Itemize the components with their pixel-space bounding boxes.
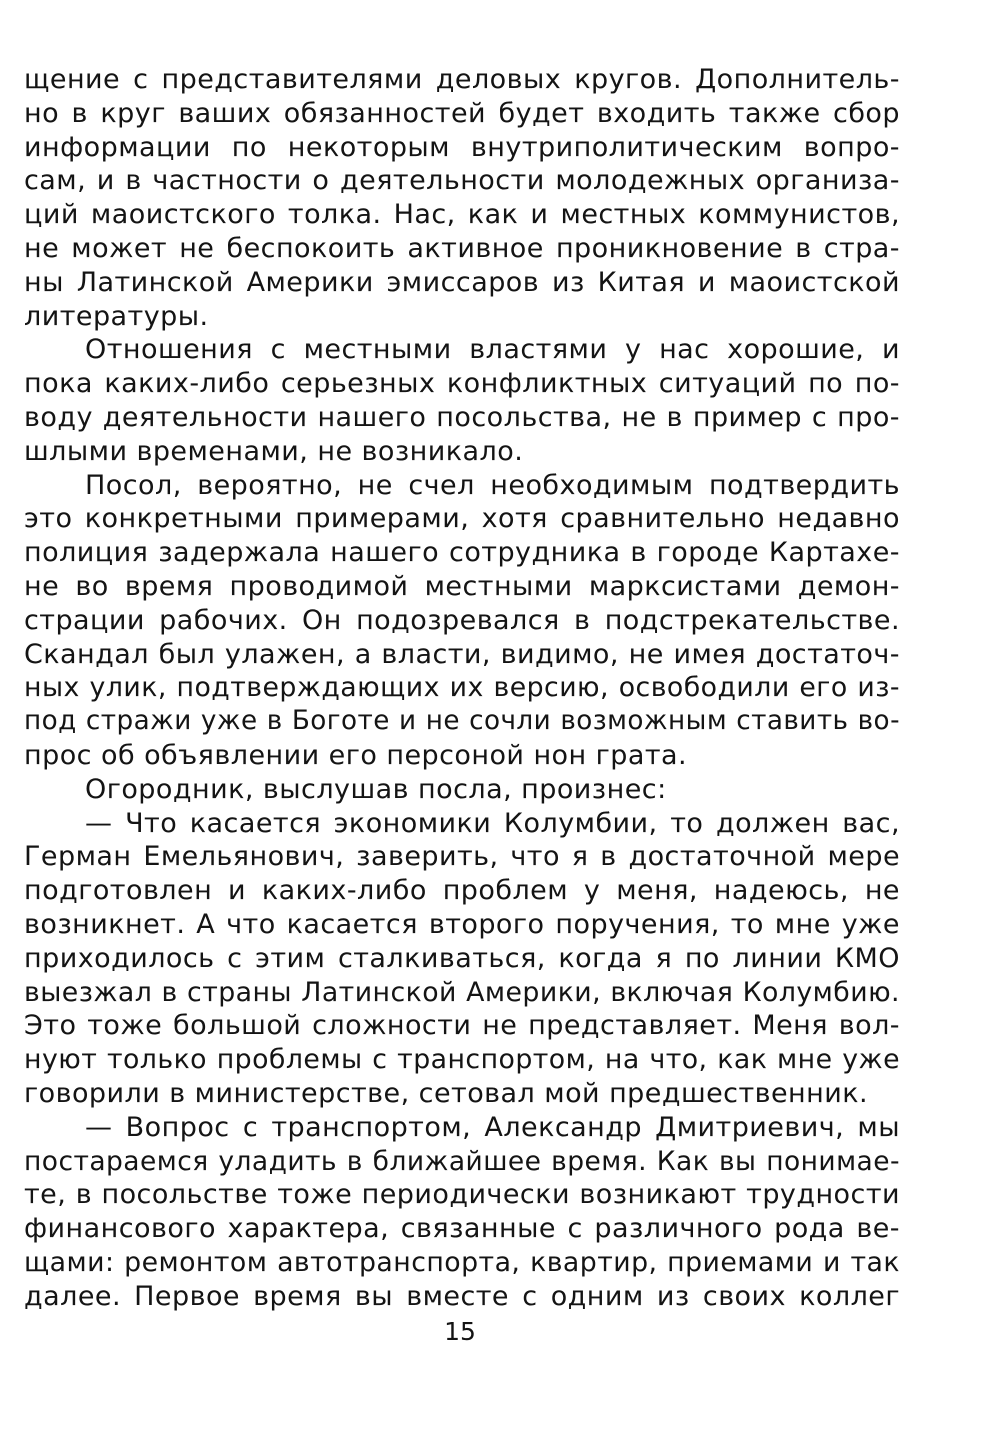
text-line: щение с представителями деловых кругов. Дополнитель- bbox=[24, 64, 900, 95]
text-line: пока каких-либо серьезных конфликтных ситуаций по по- bbox=[24, 368, 900, 400]
text-line: страции рабочих. Он подозревался в подстрекательстве. bbox=[24, 604, 900, 636]
page-text bbox=[24, 63, 900, 1313]
text-line: это конкретными примерами, хотя сравнительно недавно bbox=[24, 503, 900, 535]
text-line: прос об объявлении его персоной нон грата. bbox=[24, 739, 688, 771]
text-line: подготовлен и каких-либо проблем у меня, надеюсь, не bbox=[24, 875, 900, 907]
text-line: Скандал был улажен, а власти, видимо, не имея достаточ- bbox=[24, 638, 900, 670]
text-line: шлыми временами, не возникало. bbox=[24, 435, 524, 467]
text-line: — Вопрос с транспортом, Александр Дмитриевич, мы bbox=[85, 1111, 900, 1143]
page-number: 15 bbox=[444, 1317, 476, 1346]
text-line: под стражи уже в Боготе и не сочли возможным ставить во- bbox=[24, 706, 900, 737]
text-line: выезжал в страны Латинской Америки, включая Колумбию. bbox=[24, 976, 900, 1008]
text-line: ных улик, подтверждающих их версию, освободили его из- bbox=[24, 672, 900, 704]
text-line: литературы. bbox=[24, 300, 209, 332]
text-line: Огородник, выслушав посла, произнес: bbox=[85, 773, 667, 805]
text-line: говорили в министерстве, сетовал мой предшественник. bbox=[24, 1077, 869, 1109]
text-line: ны Латинской Америки эмиссаров из Китая и маоистской bbox=[24, 266, 900, 298]
text-line: сам, и в частности о деятельности молодежных организа- bbox=[24, 165, 900, 197]
text-line: постараемся уладить в ближайшее время. Как вы понимае- bbox=[24, 1145, 900, 1177]
text-line: щами: ремонтом автотранспорта, квартир, приемами и так bbox=[24, 1246, 900, 1278]
text-line: приходилось с этим сталкиваться, когда я по линии КМО bbox=[24, 942, 900, 974]
text-line: те, в посольстве тоже периодически возникают трудности bbox=[24, 1179, 900, 1211]
text-line: информации по некоторым внутриполитическим вопро- bbox=[24, 131, 900, 163]
text-line: Посол, вероятно, не счел необходимым подтвердить bbox=[85, 469, 900, 501]
text-line: финансового характера, связанные с различного рода ве- bbox=[24, 1213, 900, 1245]
text-line: воду деятельности нашего посольства, не в пример с про- bbox=[24, 401, 900, 433]
text-line: ций маоистского толка. Нас, как и местных коммунистов, bbox=[24, 199, 900, 231]
text-line: далее. Первое время вы вместе с одним из своих коллег bbox=[24, 1280, 900, 1312]
text-line: Это тоже большой сложности не представляет. Меня вол- bbox=[24, 1010, 900, 1042]
text-line: но в круг ваших обязанностей будет входить также сбор bbox=[24, 97, 900, 129]
text-line: полиция задержала нашего сотрудника в городе Картахе- bbox=[24, 537, 900, 569]
text-line: нуют только проблемы с транспортом, на что, как мне уже bbox=[24, 1044, 900, 1076]
text-line: не во время проводимой местными марксистами демон- bbox=[24, 570, 900, 602]
text-line: — Что касается экономики Колумбии, то должен вас, bbox=[85, 807, 900, 839]
text-line: не может не беспокоить активное проникновение в стра- bbox=[24, 232, 900, 264]
text-line: возникнет. А что касается второго поручения, то мне уже bbox=[24, 908, 900, 940]
text-line: Отношения с местными властями у нас хорошие, и bbox=[85, 334, 900, 366]
text-line: Герман Емельянович, заверить, что я в достаточной мере bbox=[24, 841, 900, 873]
